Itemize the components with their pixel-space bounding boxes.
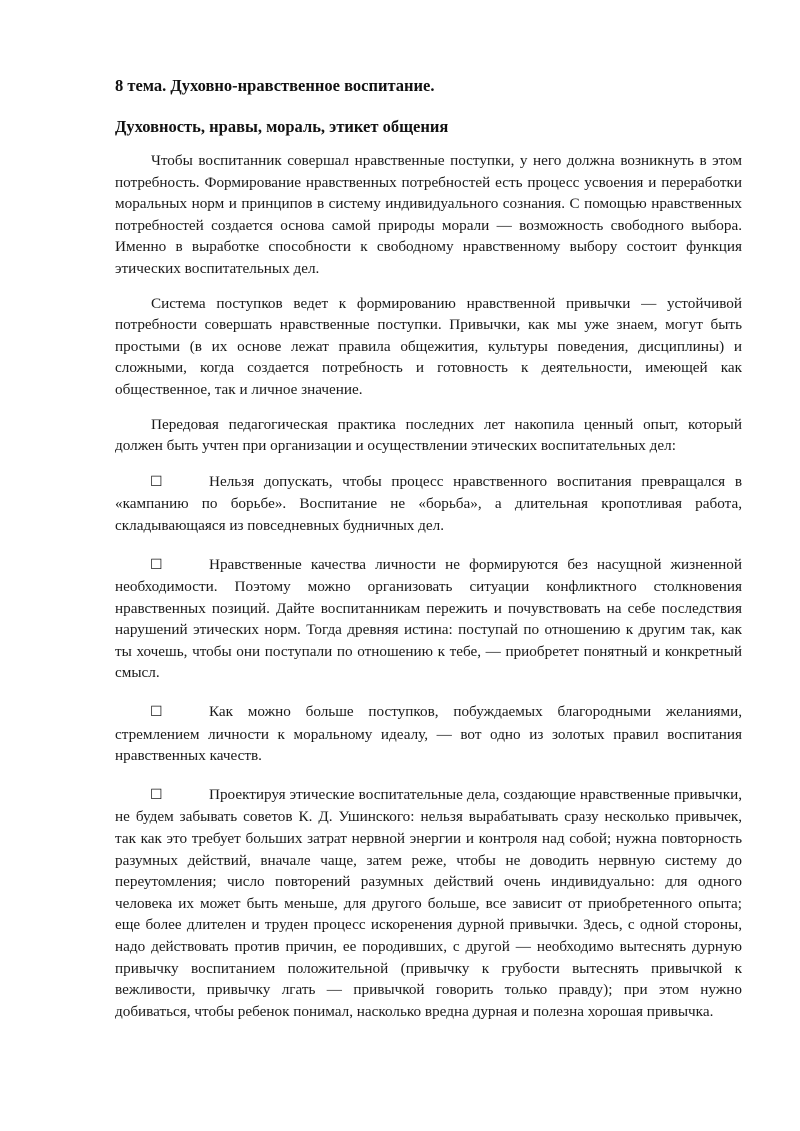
paragraph: Система поступков ведет к формированию нравственной привычки — устойчивой потребности совершать нравственные поступки. Привычки, как мы уже знаем, могут быть простыми (в их основе лежат правила общежития, культуры поведения, дисциплины) и сложными, когда создается потребность и готовность к деятельности, имеющей как общественное, так и личное значение.: [115, 294, 742, 398]
bullet-item: [115, 701, 742, 767]
bullet-item: [115, 471, 742, 537]
bullet-item: [115, 554, 742, 685]
checkbox-bullet-icon: ☐: [150, 556, 163, 573]
bullet-item: [115, 784, 742, 1023]
checkbox-bullet-icon: ☐: [150, 704, 163, 721]
paragraph: Чтобы воспитанник совершал нравственные поступки, у него должна возникнуть в этом потребность. Формирование нравственных потребностей есть процесс усвоения и переработки моральных норм и принципов в систему индивидуального сознания. С помощью нравственных потребностей создается основа самой природы морали — возможность свободного выбора. Именно в выработке способности к свободному нравственному выбору состоит функция этических воспитательных дел.: [115, 152, 742, 277]
bullet-text: Нельзя допускать, чтобы процесс нравственного воспитания превращался в «кампанию по борьбе». Воспитание не «борьба», а длительная кропотливая работа, складывающаяся из повседневных будничных дел.: [115, 472, 742, 534]
checkbox-bullet-icon: ☐: [150, 473, 163, 490]
paragraph: Передовая педагогическая практика последних лет накопила ценный опыт, который должен быть учтен при организации и осуществлении этических воспитательных дел:: [115, 415, 742, 455]
bullet-text: Проектируя этические воспитательные дела, создающие нравственные привычки, не будем забывать советов К. Д. Ушинского: нельзя вырабатывать сразу несколько привычек, так как это требует больших затрат нервной энергии и контроля над собой; нужна повторность разумных действий, вначале чаще, затем реже, чтобы не доводить нервную систему до переутомления; число повторений разумных действий очень индивидуально: для одного человека их может быть меньше, для другого больше, все зависит от приобретенного опыта; еще более длителен и труден процесс искоренения дурной привычки. Здесь, с одной стороны, надо действовать против причин, ее породивших, с другой — необходимо вытеснять дурную привычку воспитанием положительной (привычку к грубости вытеснять привычкой к вежливости, привычку лгать — привычкой говорить только правду); при этом нужно добиваться, чтобы ребенок понимал, насколько вредна дурная и полезна хорошая привычка.: [115, 785, 742, 1020]
bullet-text: Нравственные качества личности не формируются без насущной жизненной необходимости. Поэтому можно организовать ситуации конфликтного столкновения нравственных позиций. Дайте воспитанникам пережить и почувствовать на себе последствия нарушений этических норм. Тогда древняя истина: поступай по отношению к другим так, как ты хочешь, чтобы они поступали по отношению к тебе, — приобретет понятный и конкретный смысл.: [115, 555, 742, 682]
bullet-text: Как можно больше поступков, побуждаемых благородными желаниями, стремлением личности к моральному идеалу, — вот одно из золотых правил воспитания нравственных качеств.: [115, 703, 742, 765]
document-title: 8 тема. Духовно-нравственное воспитание.: [115, 76, 435, 95]
page-content: [115, 72, 742, 1022]
checkbox-bullet-icon: ☐: [150, 786, 163, 803]
document-subtitle: Духовность, нравы, мораль, этикет общения: [115, 117, 449, 136]
